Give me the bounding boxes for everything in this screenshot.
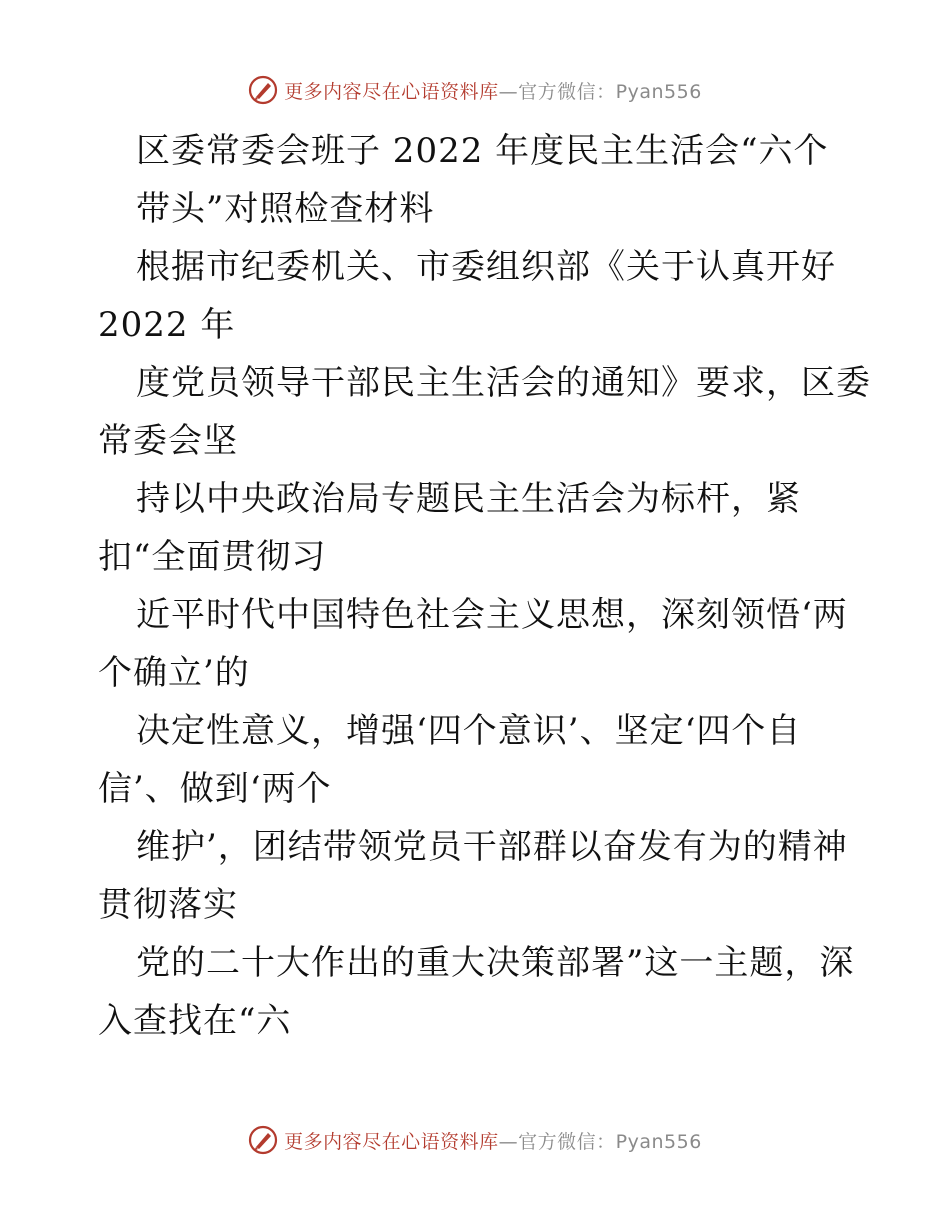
quill-pen-seal-icon — [248, 1125, 278, 1155]
doc-line: 入查找在“六 — [98, 1001, 292, 1041]
quill-pen-seal-icon — [248, 75, 278, 105]
document-body — [98, 122, 871, 1050]
doc-line: 个确立’的 — [98, 653, 250, 693]
watermark-text — [284, 77, 702, 104]
watermark-text — [284, 1127, 702, 1154]
doc-line: 贯彻落实 — [98, 885, 238, 925]
watermark-wechat: 官方微信：Pyan556 — [518, 1130, 702, 1153]
doc-line: 度党员领导干部民主生活会的通知》要求，区委 — [136, 363, 871, 403]
doc-line: 扣“全面贯彻习 — [98, 537, 327, 577]
doc-line: 常委会坚 — [98, 421, 238, 461]
doc-line: 根据市纪委机关、市委组织部《关于认真开好 — [136, 247, 836, 287]
doc-line: 信’、做到‘两个 — [98, 769, 332, 809]
doc-line: 2022 年 — [98, 305, 236, 345]
doc-line: 带头”对照检查材料 — [136, 189, 435, 229]
doc-line: 近平时代中国特色社会主义思想，深刻领悟‘两 — [136, 595, 848, 635]
watermark-main: 更多内容尽在心语资料库 — [284, 1130, 499, 1153]
doc-line: 决定性意义，增强‘四个意识’、坚定‘四个自 — [136, 711, 802, 751]
doc-line: 持以中央政治局专题民主生活会为标杆，紧 — [136, 479, 801, 519]
doc-line: 区委常委会班子 2022 年度民主生活会“六个 — [136, 131, 829, 171]
watermark-dash: — — [498, 80, 519, 103]
watermark-wechat: 官方微信：Pyan556 — [518, 80, 702, 103]
watermark-dash: — — [498, 1130, 519, 1153]
doc-line: 党的二十大作出的重大决策部署”这一主题，深 — [136, 943, 855, 983]
doc-line: 维护’，团结带领党员干部群以奋发有为的精神 — [136, 827, 848, 867]
watermark-main: 更多内容尽在心语资料库 — [284, 80, 499, 103]
footer-watermark — [0, 1122, 950, 1158]
header-watermark — [0, 72, 950, 108]
